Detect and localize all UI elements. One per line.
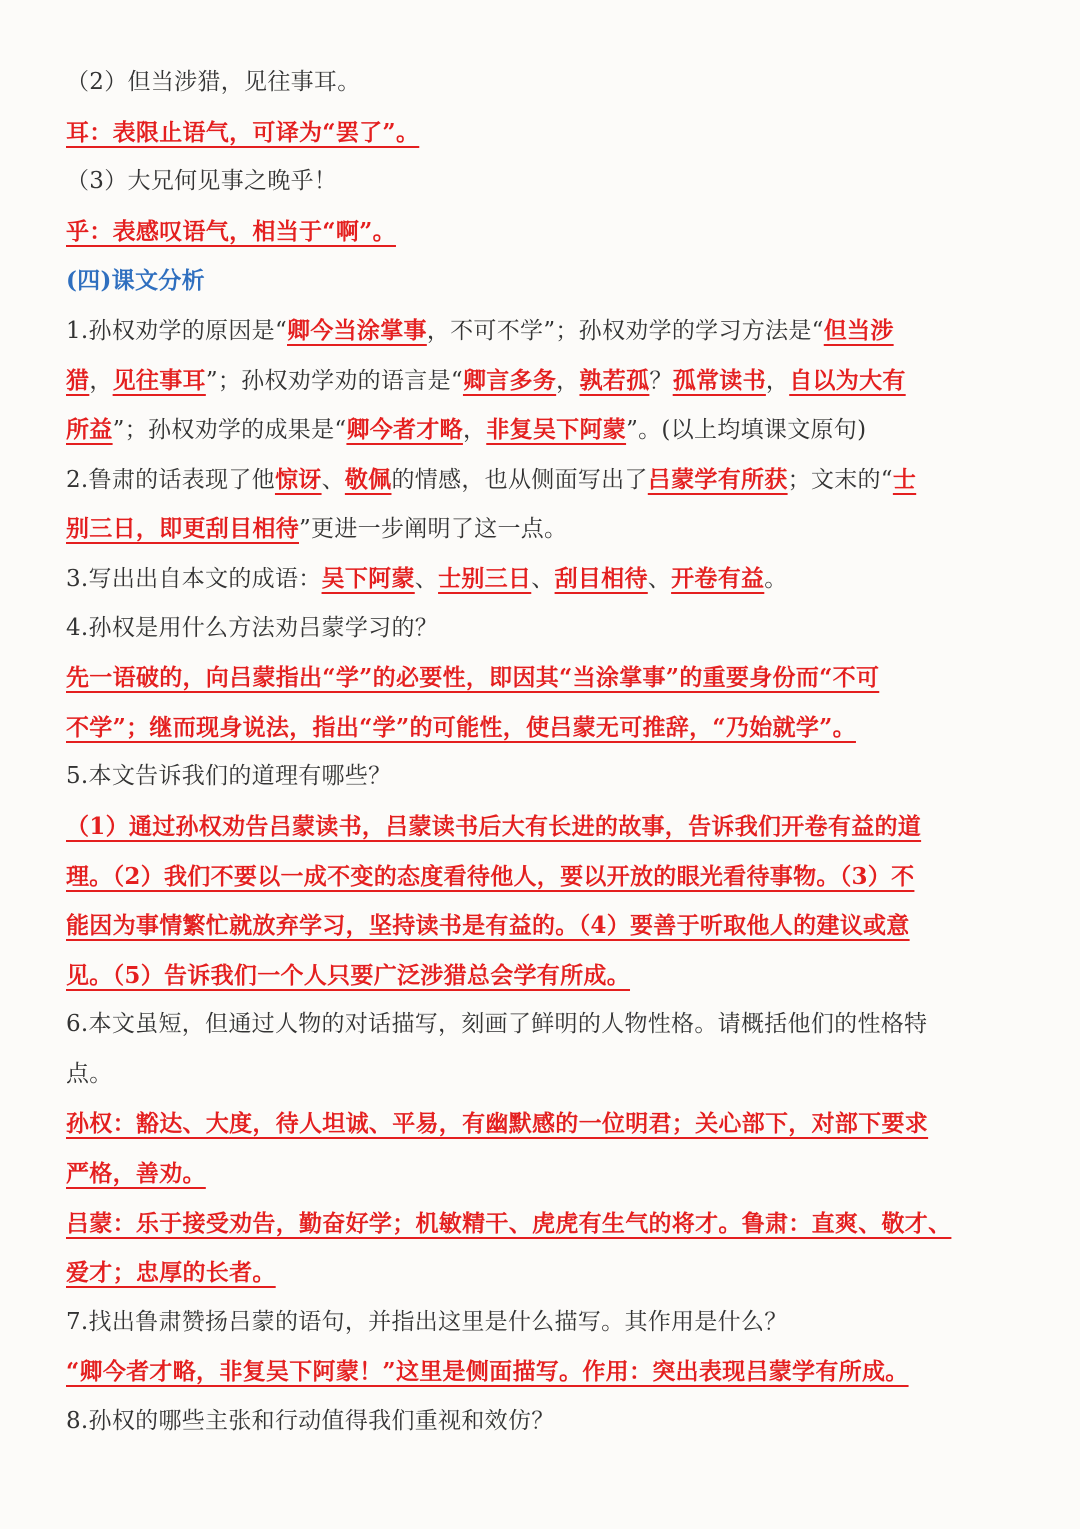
question-3: 3.写出出自本文的成语：吴下阿蒙、士别三日、刮目相待、开卷有益。 (66, 564, 788, 592)
answer-4-line-2: 不学”；继而现身说法，指出“学”的可能性，使吕蒙无可推辞，“乃始就学”。 (66, 713, 856, 741)
question-7: 7.找出鲁肃赞扬吕蒙的语句，并指出这里是什么描写。其作用是什么？ (66, 1308, 788, 1335)
question-1-line-2: 猎，见往事耳”；孙权劝学劝的语言是“卿言多务，孰若孤？孤常读书，自以为大有 (66, 366, 906, 394)
question-2-line-1: 2.鲁肃的话表现了他惊讶、敬佩的情感，也从侧面写出了吕蒙学有所获；文末的“士 (66, 465, 917, 493)
answer-6-line-2: 严格，善劝。 (66, 1160, 206, 1188)
text-line: （2）但当涉猎，见往事耳。 (66, 69, 361, 95)
section-heading: (四)课文分析 (66, 267, 205, 295)
question-8: 8.孙权的哪些主张和行动值得我们重视和效仿？ (66, 1408, 555, 1435)
answer-6-line-3: 吕蒙：乐于接受劝告，勤奋好学；机敏精干、虎虎有生气的将才。鲁肃：直爽、敬才、 (66, 1209, 952, 1237)
answer-5-line-1: （1）通过孙权劝告吕蒙读书，吕蒙读书后大有长进的故事，告诉我们开卷有益的道 (66, 812, 922, 840)
answer-6-line-4: 爱才；忠厚的长者。 (66, 1259, 276, 1287)
question-1-line-3: 所益”；孙权劝学的成果是“卿今者才略，非复吴下阿蒙”。(以上均填课文原句) (66, 416, 867, 444)
answer-line: 乎：表感叹语气，相当于“啊”。 (66, 217, 396, 245)
question-6-line-1: 6.本文虽短，但通过人物的对话描写，刻画了鲜明的人物性格。请概括他们的性格特 (66, 1011, 928, 1038)
question-1-line-1: 1.孙权劝学的原因是“卿今当涂掌事，不可不学”；孙权劝学的学习方法是“但当涉 (66, 316, 894, 344)
answer-line: 耳：表限止语气，可译为“罢了”。 (66, 118, 420, 146)
question-5: 5.本文告诉我们的道理有哪些？ (66, 763, 392, 790)
answer-6-line-1: 孙权：豁达、大度，待人坦诚、平易，有幽默感的一位明君；关心部下，对部下要求 (66, 1110, 929, 1138)
question-2-line-2: 别三日，即更刮目相待”更进一步阐明了这一点。 (66, 515, 568, 543)
question-6-line-2: 点。 (66, 1060, 113, 1087)
text-line: （3）大兄何见事之晚乎！ (66, 168, 338, 195)
answer-7: “卿今者才略，非复吴下阿蒙！”这里是侧面描写。作用：突出表现吕蒙学有所成。 (66, 1358, 909, 1386)
answer-5-line-4: 见。（5）告诉我们一个人只要广泛涉猎总会学有所成。 (66, 961, 631, 989)
answer-5-line-3: 能因为事情繁忙就放弃学习，坚持读书是有益的。（4）要善于听取他人的建议或意 (66, 912, 910, 940)
question-4: 4.孙权是用什么方法劝吕蒙学习的？ (66, 614, 439, 641)
answer-4-line-1: 先一语破的，向吕蒙指出“学”的必要性，即因其“当涂掌事”的重要身份而“不可 (66, 664, 880, 692)
answer-5-line-2: 理。（2）我们不要以一成不变的态度看待他人，要以开放的眼光看待事物。（3）不 (66, 862, 915, 890)
